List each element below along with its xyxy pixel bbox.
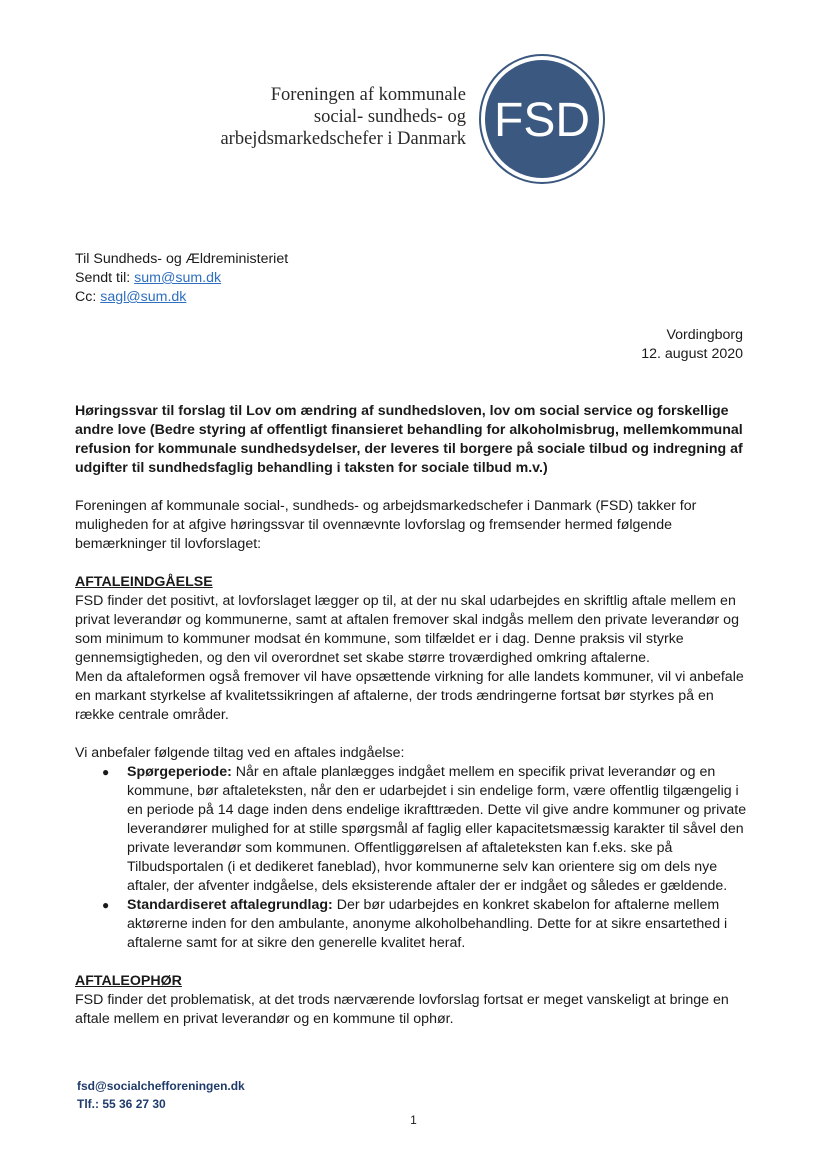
- list-item-lead: Spørgeperiode:: [127, 764, 232, 780]
- org-name-line: social- sundheds- og: [313, 107, 466, 127]
- section1-paragraph: FSD finder det positivt, at lovforslaget lægger op til, at der nu skal udarbejdes en skriftlig aftale mellem en privat leverandør og kommunerne, samt at aftalen fremover skal indgås mellem den private leverandør og som minimum to kommuner modsat én kommune, som tilfældet er i dag. Denne praksis vil styrke gennemsigtigheden, og den vil overordnet set skabe større troværdighed omkring aftalerne.: [75, 593, 739, 666]
- recipient-block: [75, 250, 288, 307]
- list-item-lead: Standardiseret aftalegrundlag:: [127, 897, 333, 913]
- cc-line: [75, 288, 288, 307]
- bullet-icon: ●: [102, 765, 110, 779]
- section-heading-aftaleindgaaelse: AFTALEINDGÅELSE: [75, 574, 213, 590]
- place-date-block: [641, 326, 743, 364]
- letter-place: Vordingborg: [666, 327, 743, 343]
- list-item: [102, 763, 747, 896]
- org-name-line: arbejdsmarkedschefer i Danmark: [220, 129, 466, 149]
- list-item-text: Der bør udarbejdes en konkret skabelon for aftalerne mellem aktørerne inden for den ambulante, anonyme alkoholbehandling. Dette for at sikre ensartethed i aftalerne samt for at sikre den generelle kvalitet heraf.: [127, 897, 728, 951]
- page-number: 1: [410, 1113, 417, 1127]
- sent-to-line: [75, 269, 288, 288]
- spacer: [75, 725, 747, 744]
- footer-email: fsd@socialchefforeningen.dk: [77, 1079, 245, 1093]
- logo-text: FSD: [494, 94, 590, 147]
- section-heading-aftaleophoer: AFTALEOPHØR: [75, 973, 182, 989]
- cc-label: Cc:: [75, 289, 97, 305]
- measures-list: [75, 763, 747, 953]
- measures-intro: Vi anbefaler følgende tiltag ved en aftales indgåelse:: [75, 745, 405, 761]
- section1-paragraph: Men da aftaleformen også fremover vil have opsættende virkning for alle landets kommuner, vil vi anbefale en markant styrkelse af kvalitetssikringen af aftalerne, der trods ændringerne fortsat bør styrkes på en række centrale områder.: [75, 669, 744, 723]
- section2-paragraph: FSD finder det problematisk, at det trods nærværende lovforslag fortsat er meget vanskeligt at bringe en aftale mellem en privat leverandør og en kommune til ophør.: [75, 992, 729, 1027]
- sent-to-label: Sendt til:: [75, 270, 131, 286]
- letter-body: [75, 402, 747, 1029]
- recipient-to: Til Sundheds- og Ældreministeriet: [75, 251, 289, 267]
- org-name-line: Foreningen af kommunale: [270, 85, 466, 105]
- cc-email-link[interactable]: sagl@sum.dk: [100, 289, 187, 305]
- letter-subject: Høringssvar til forslag til Lov om ændring af sundhedsloven, lov om social service og forskellige andre love (Bedre styring af offentligt finansieret behandling for alkoholmisbrug, mellemkommunal refusion for kommunale sundhedsydelser, der leveres til borgere på sociale tilbud og indregning af udgifter til sundhedsfaglig behandling i taksten for sociale tilbud m.v.): [75, 403, 743, 476]
- intro-paragraph: Foreningen af kommunale social-, sundheds- og arbejdsmarkedschefer i Danmark (FSD) takker for muligheden for at afgive høringssvar til ovennævnte lovforslag og fremsender hermed følgende bemærkninger til lovforslaget:: [75, 498, 697, 552]
- fsd-logo: [478, 53, 606, 185]
- list-item: [102, 896, 747, 953]
- footer-phone: Tlf.: 55 36 27 30: [77, 1097, 166, 1111]
- list-item-text: Når en aftale planlægges indgået mellem en specifik privat leverandør og en kommune, bør aftaleteksten, når den er udarbejdet i sin endelige form, være offentlig tilgængelig i en periode på 14 dage inden dens endelige ikrafttræden. Dette vil give andre kommuner og private leverandører mulighed for at stille spørgsmål af faglig eller kapacitetsmæssig karakter til såvel den private leverandør som kommunen. Offentliggørelsen af aftaleteksten kan f.eks. ske på Tilbudsportalen (i et dedikeret faneblad), hvor kommunerne selv kan orientere sig om dels nye aftaler, der afventer indgåelse, dels eksisterende aftaler der er indgået og således er gældende.: [127, 764, 747, 894]
- bullet-icon: ●: [102, 898, 110, 912]
- footer-contact: [77, 1077, 245, 1113]
- letter-date: 12. august 2020: [641, 346, 743, 362]
- sent-to-email-link[interactable]: sum@sum.dk: [134, 270, 222, 286]
- organization-name: [136, 84, 466, 150]
